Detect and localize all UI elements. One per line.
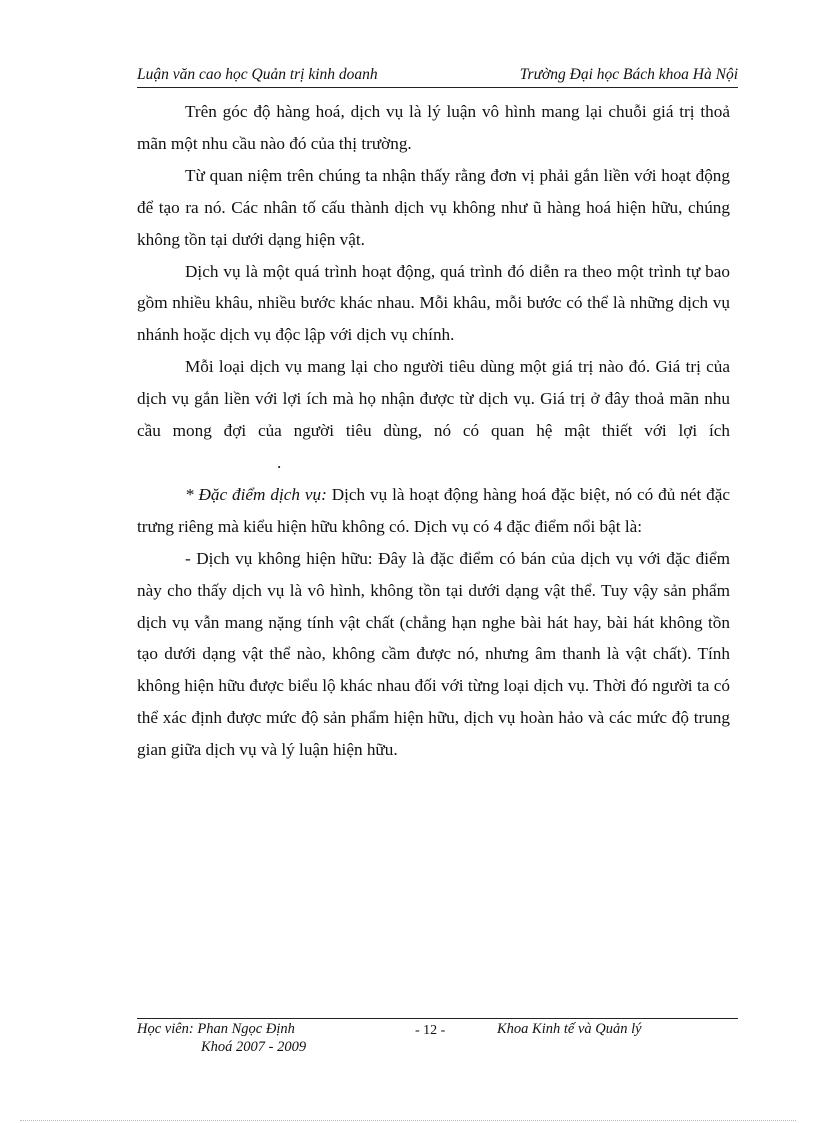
bottom-border <box>20 1120 796 1121</box>
paragraph-4-end: . <box>277 452 282 472</box>
paragraph-5-text: Dịch vụ là hoạt động hàng hoá đặc biệt, nó có đủ nét đặc trưng riêng mà kiểu hiện hữu không có. Dịch vụ có 4 đặc điểm nổi bật là: <box>137 484 730 536</box>
paragraph-4-text: Mỗi loại dịch vụ mang lại cho người tiêu dùng một giá trị nào đó. Giá trị của dịch vụ gắn liền với lợi ích mà họ nhận được từ dịch vụ. Giá trị ở đây thoả mãn nhu cầu mong đợi của người tiêu dùng, nó có quan hệ mật thiết với lợi ích <box>137 357 730 441</box>
paragraph-5 <box>137 479 730 543</box>
page-header <box>137 66 738 88</box>
page-footer <box>137 1018 738 1055</box>
paragraph-1: Trên góc độ hàng hoá, dịch vụ là lý luận vô hình mang lại chuỗi giá trị thoả mãn một nhu cầu nào đó của thị trường. <box>137 102 730 153</box>
paragraph-3: Dịch vụ là một quá trình hoạt động, quá trình đó diễn ra theo một trình tự bao gồm nhiều khâu, nhiều bước khác nhau. Mỗi khâu, mỗi bước có thể là những dịch vụ nhánh hoặc dịch vụ độc lập với dịch vụ chính. <box>137 261 730 345</box>
paragraph-6: - Dịch vụ không hiện hữu: Đây là đặc điểm có bán của dịch vụ với đặc điểm này cho thấy dịch vụ là vô hình, không tồn tại dưới dạng vật thể. Tuy vậy sản phẩm dịch vụ vẫn mang nặng tính vật chất (chẳng hạn nghe bài hát hay, bài hát không tồn tạo dưới dạng vật thể nào, không cầm được nó, nhưng âm thanh là vật chất). Tính không hiện hữu được biểu lộ khác nhau đối với từng loại dịch vụ. Thời đó người ta có thể xác định được mức độ sản phẩm hiện hữu, dịch vụ hoàn hảo và các mức độ trung gian giữa dịch vụ và lý luận hiện hữu. <box>137 548 730 760</box>
page-number: - 12 - <box>415 1023 446 1038</box>
paragraph-2: Từ quan niệm trên chúng ta nhận thấy rằng đơn vị phải gắn liền với hoạt động để tạo ra nó. Các nhân tố cấu thành dịch vụ không như ũ hàng hoá hiện hữu, chúng không tồn tại dưới dạng hiện vật. <box>137 165 730 249</box>
header-university: Trường Đại học Bách khoa Hà Nội <box>519 66 738 83</box>
header-thesis-title: Luận văn cao học Quản trị kinh doanh <box>137 66 378 83</box>
paragraph-4 <box>137 351 730 479</box>
footer-faculty: Khoa Kinh tế và Quản lý <box>497 1021 642 1037</box>
footer-student: Học viên: Phan Ngọc Định <box>137 1021 295 1037</box>
footer-course: Khoá 2007 - 2009 <box>201 1039 307 1055</box>
section-label: * Đặc điểm dịch vụ: <box>185 484 327 504</box>
page-body <box>137 96 730 766</box>
